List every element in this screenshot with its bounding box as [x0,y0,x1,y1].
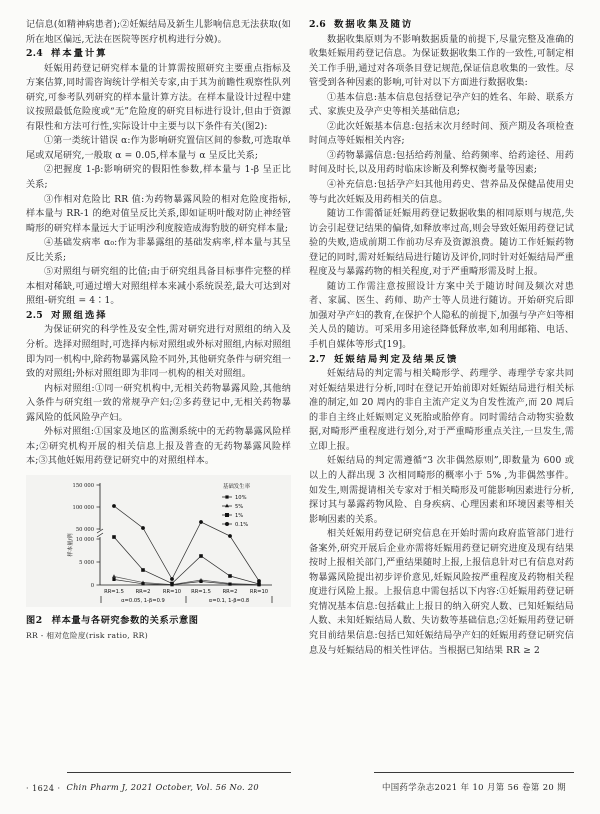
paragraph: ③药物暴露信息:包括给药剂量、给药频率、给药途径、用药时间及时长,以及用药时临床诊断及利弊权衡考量等因素; [309,150,574,176]
section-number: 2.6 [309,19,327,30]
sample-size-line-chart [26,475,291,607]
paragraph: 为保证研究的科学性及安全性,需对研究进行对照组的纳入及分析。选择对照组时,可选择内标对照组或外标对照组,内标对照组即为同一机构中,除药物暴露风险不同外,其他研究条件与研究组一致的对照组;外标对照组即为非同一机构的相关对照组。 [26,325,291,380]
page-footer [26,770,574,794]
x-tick-label: RR=1.5 [191,588,211,595]
data-point [170,583,173,586]
x-tick-label: RR=10 [162,588,182,595]
group-label-1: α=0.05, 1-β=0.9 [121,597,165,604]
paragraph: 妊娠结局的判定需与相关畸形学、药理学、毒理学专家共同对妊娠结果进行分析,同时在登记开始前即对妊娠结局进行相关标准的制定,如 20 周内的非自主流产定义为自发性流产,而 20 周后的非自主终止妊娠则定义死胎或胎停育。同时需结合动物实验数据,对畸形严重程度进行划分,对于严重畸形重点关注,一旦发生,需立即上报。 [309,369,574,452]
paragraph: 数据收集原则为不影响数据质量的前提下,尽量完整及准确的收集妊娠用药登记信息。为保证数据收集工作的一致性,可制定相关工作手册,通过对各项条目登记规范,保证信息收集的一致性。尽管受到各种因素的影响,可针对以下方面进行数据收集: [309,34,574,89]
section-heading-2-5 [26,309,291,324]
data-point [257,583,260,586]
section-heading-2-6 [309,18,574,33]
section-number: 2.5 [26,309,44,321]
y-tick-0: 0 [90,582,94,589]
y-tick-10000: 10 000 [75,536,94,543]
legend-label-0-1-percent: 0.1% [235,521,249,528]
paragraph: ②此次妊娠基本信息:包括末次月经时间、预产期及各项检查时间点等妊娠相关内容; [309,121,574,147]
paragraph: 内标对照组:①同一研究机构中,无相关药物暴露风险,其他纳入条件与研究组一致的常规孕产妇;②多药登记中,无相关药物暴露风险的低风险孕产妇。 [26,383,291,423]
y-axis-title: 样本量/例 [68,533,74,557]
legend-marker-10-percent [225,495,228,498]
y-tick-50000: 50 000 [75,526,94,533]
footer-rule-left [67,772,291,794]
figure-2 [26,475,291,641]
data-point [228,574,232,578]
journal-citation-cn: 中国药学杂志2021 年 10 月第 56 卷第 20 期 [381,782,567,792]
group-label-2: α=0.1, 1-β=0.8 [208,597,250,604]
y-tick-100000: 100 000 [72,504,94,511]
paragraph: 妊娠结局的判定需遵循“3 次非偶然原则”,即数量为 600 或以上的人群出现 3 次相同畸形的概率小于 5% ,为非偶然事件。如发生,则需提请相关专家对于相关畸形及可能影响因素进行分析,探讨其与暴露药物风险、自身疾病、心理因素和环境因素等相关影响因素的关系。 [309,456,574,525]
figure-label: 图2 [26,614,43,626]
legend-title: 基础发生率 [223,483,250,490]
data-point [199,520,203,524]
data-point [141,568,145,572]
data-point [199,554,203,558]
section-number: 2.7 [309,353,327,365]
paragraph: 随访工作需注意按照设计方案中关于随访时间及频次对患者、家属、医生、药师、助产士等人员进行随访。开始研究后即加强对孕产妇的教育,在保护个人隐私的前提下,加强与孕产妇等相关人员的随访。可采用多用途径降低释放率,如利用邮箱、电话、手机自媒体等形式[19]。 [309,281,574,351]
y-tick-150000: 150 000 [72,482,94,489]
x-tick-label: RR=2 [135,588,151,595]
figure-caption [26,614,291,627]
section-number: 2.4 [26,48,44,60]
paragraph: ①第一类统计错误 α:作为影响研究置信区间的参数,可选取单尾或双尾研究,一般取 α = 0.05,样本量与 α 呈反比关系; [26,136,291,161]
lead-paragraph: 记信息(如精神病患者);②妊娠结局及新生儿影响信息无法获取(如所在地区偏远,无法在医院等医疗机构进行分娩)。 [26,20,291,45]
figure-note: RR - 相对危险度(risk ratio, RR) [26,630,148,640]
paragraph: 妊娠用药登记研究样本量的计算需按照研究主要重点指标及方案估算,同时需咨询统计学相关专家,由于其为前瞻性观察性队列研究,可参考队列研究的样本量计算方法。在样本量设计过程中建议按照最低危险度或“无”危险度的研究目标进行设计,但由于资源有限性和方法可行性,实际设计中主要与以下条件有关(图2): [26,63,291,132]
paragraph: ①基本信息:基本信息包括登记孕产妇的姓名、年龄、联系方式、家族史及孕产史等相关基础信息; [309,92,574,118]
x-tick-label: RR=10 [249,588,269,595]
footer-right [309,772,574,794]
data-point [170,577,174,581]
data-point [228,582,231,585]
section-title: 数据收集及随访 [334,19,414,30]
paragraph: 随访工作需循证妊娠用药登记数据收集的相同原则与规范,失访会引起登记结果的偏倚,如释放率过高,则会导致妊娠用药登记试验的失败,造成前期工作前功尽弃及资源浪费。随访工作妊娠药物登记的同时,需对妊娠结局进行随访及评价,同时针对妊娠结局严重程度及与暴露药物的相关程度,对于严重畸形需及时上报。 [309,209,574,278]
left-column [26,18,291,696]
paragraph: ③作相对危险比 RR 值:为药物暴露风险的相对危险度指标,样本量与 RR-1 的绝对值呈反比关系,即如证明叶酸对防止神经管畸形的研究样本量远大于证明沙利度胺造成海豹肢的研究样本量; [26,194,291,234]
data-point [199,580,202,583]
data-point [112,578,115,581]
section-title: 妊娠结局判定及结果反馈 [334,353,459,365]
section-title: 对照组选择 [51,309,108,321]
data-point [112,535,116,539]
paragraph: 外标对照组:①国家及地区的监测系统中的无药物暴露风险样本;②研究机构开展的相关信息上报及普查的无药物暴露风险样本;③其他妊娠用药登记研究中的对照组样本。 [26,427,291,467]
x-tick-label: RR=1.5 [104,588,124,595]
page-number: · 1624 · [26,784,61,793]
y-tick-5000: 5 000 [79,559,94,566]
x-tick-label: RR=2 [222,588,238,595]
paragraph: 相关妊娠用药登记研究信息在开始时需向政府监管部门进行备案外,研究开展后企业亦需将妊娠用药登记研究进度及现有结果按时上报相关部门,严重结果随时上报,上报信息针对已有信息对药物暴露风险提出初步评价意见,妊娠风险按严重程度及药物相关程度进行风险上报。上报信息中需包括以下内容:①妊娠用药登记研究情况基本信息:包括截止上报日的纳入研究人数、已知妊娠结局人数、未知妊娠结局人数、失访数等基础信息;②妊娠用药登记研究目前结果信息:包括已知妊娠结局孕产妇的妊娠用药登记研究信息及与妊娠结局的相关性评估。当根据已知结果 RR ≥ 2 [309,529,574,656]
data-point [141,582,144,585]
paragraph: ④基础发病率 α₀:作为非暴露组的基础发病率,样本量与其呈反比关系; [26,238,291,263]
footer-rule-right [374,772,574,794]
section-title: 样本量计算 [51,48,108,60]
paragraph: ④补充信息:包括孕产妇其他用药史、营养品及保健品使用史等与此次妊娠及用药相关的信息。 [309,180,574,205]
paragraph: ⑤对照组与研究组的比值;由于研究组具备目标事件完整的样本相对稀缺,可通过增大对照组样本来减小系统误差,最大可达到对照组-研究组 = 4∶1。 [26,267,291,307]
data-point [112,504,116,508]
legend-label-10-percent: 10% [235,494,247,501]
paragraph: ②把握度 1-β:影响研究的假阳性参数,样本量与 1-β 呈正比关系; [26,165,291,191]
two-column-body [26,18,574,696]
legend-label-5-percent: 5% [235,503,244,510]
section-heading-2-4 [26,47,291,62]
chart-plot-area [26,475,291,607]
footer-left [26,772,291,794]
legend-marker-0-1-percent [225,522,229,526]
figure-caption-text: 样本量与各研究参数的关系示意图 [51,614,199,626]
data-point [228,534,232,538]
legend-marker-1-percent [225,513,229,517]
legend-label-1-percent: 1% [235,512,244,519]
data-point [141,526,145,530]
section-heading-2-7 [309,353,574,368]
right-column [309,18,574,696]
journal-citation-en: Chin Pharm J, 2021 October, Vol. 56 No. 20 [66,782,259,792]
